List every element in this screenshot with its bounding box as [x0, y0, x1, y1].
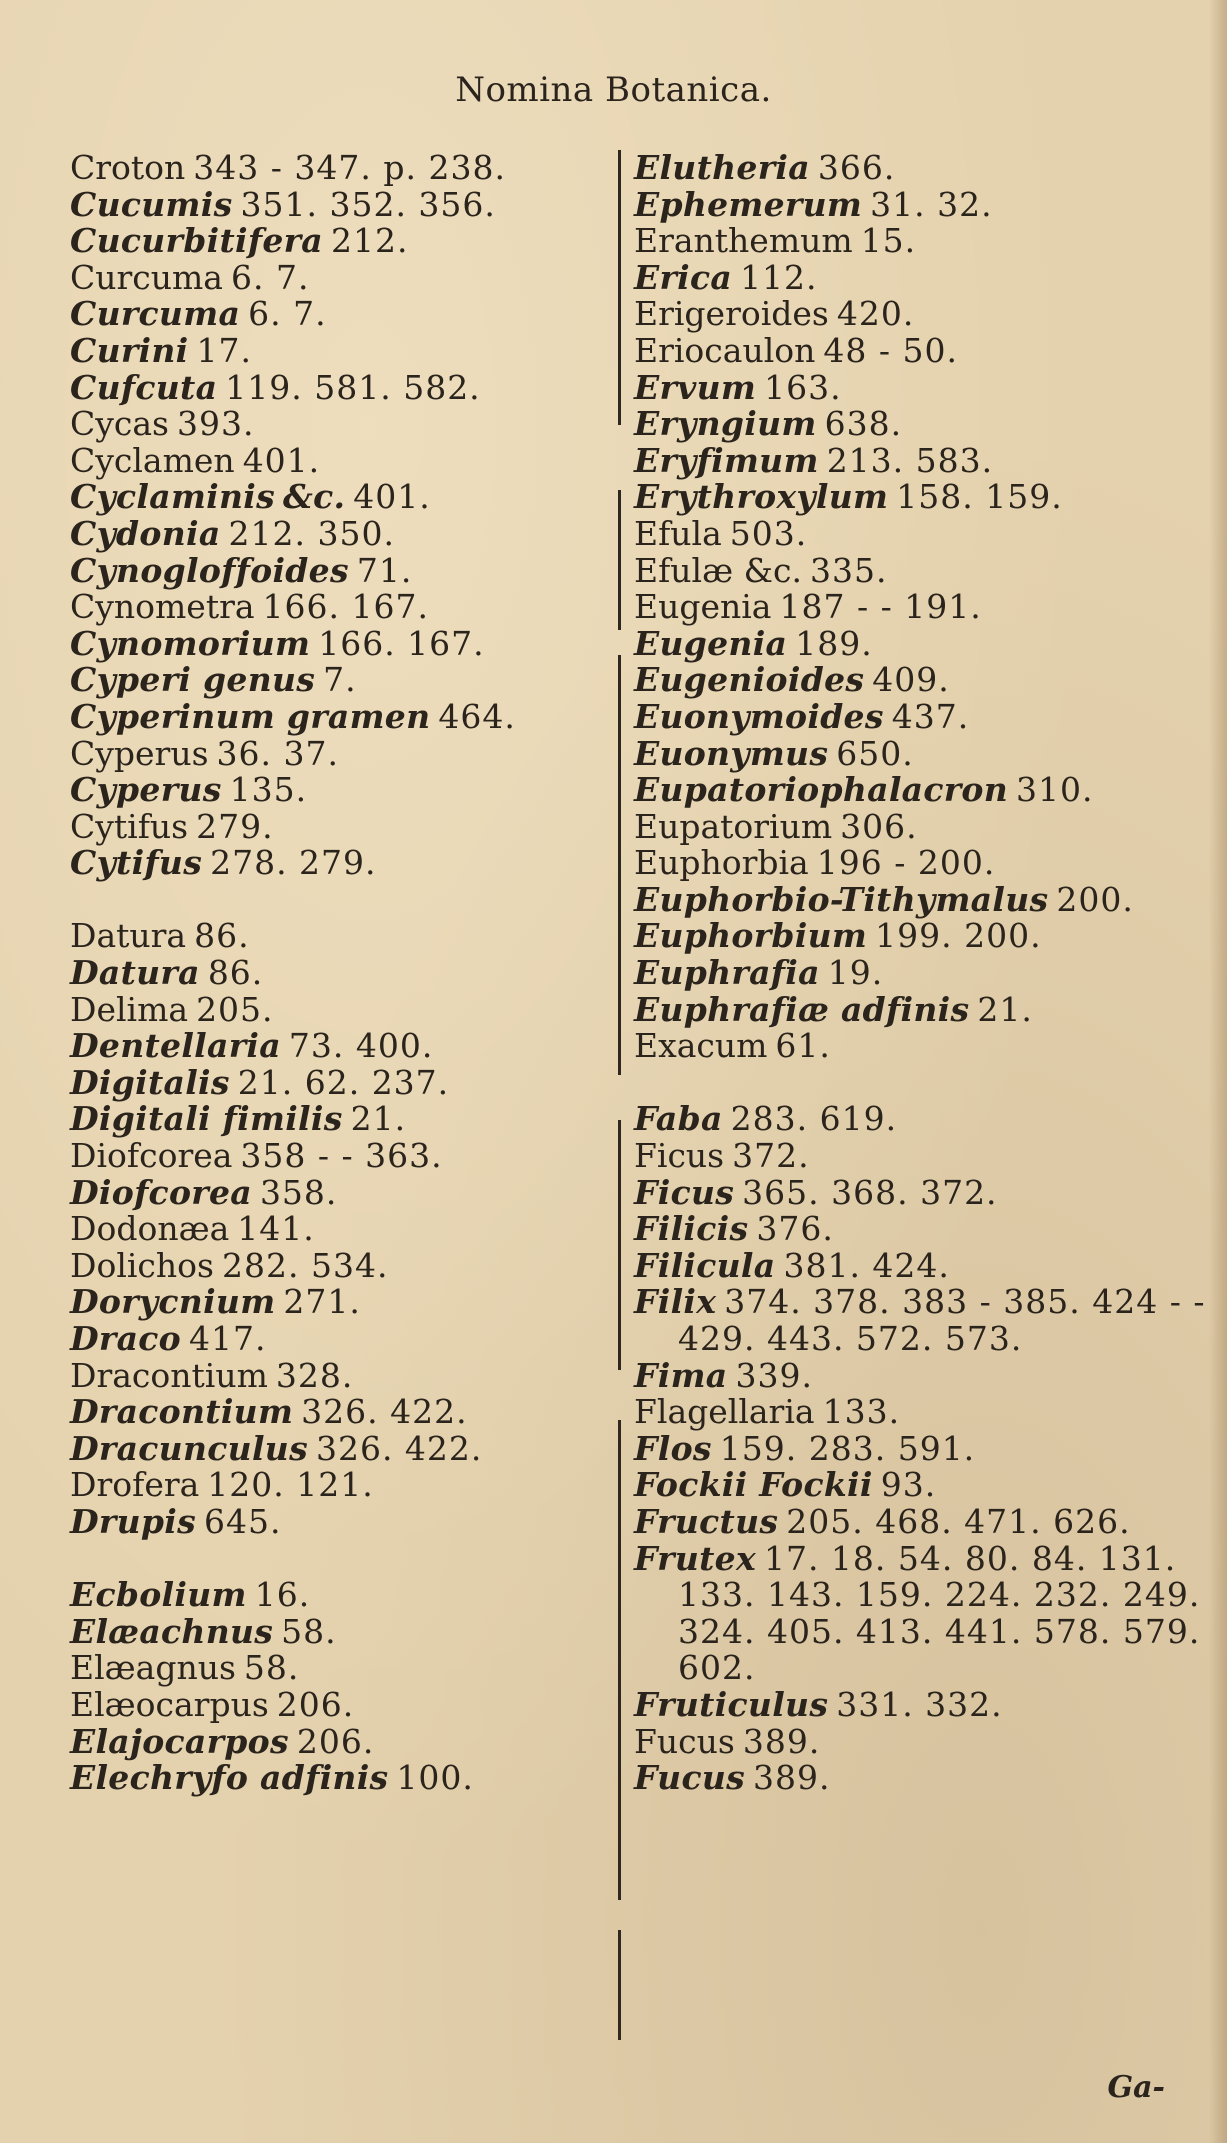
- index-entry-continuation: [634, 1611, 1201, 1651]
- entry-page-refs: 213. 583.: [826, 440, 994, 480]
- entry-page-refs: 328.: [275, 1355, 354, 1395]
- entry-name: Cyclaminis: [70, 477, 276, 517]
- index-entry: [70, 257, 590, 297]
- entry-name: Euphrafiæ adfinis: [634, 989, 970, 1029]
- entry-name: Eugenia: [634, 623, 788, 663]
- entry-name: Elæachnus: [70, 1611, 274, 1651]
- entry-page-refs: 358.: [259, 1172, 338, 1212]
- entry-page-refs: 409.: [872, 660, 950, 700]
- entry-name: Elajocarpos: [70, 1721, 289, 1761]
- index-entry: [634, 989, 1194, 1029]
- entry-name: Cycas: [70, 404, 169, 444]
- entry-name: Croton: [70, 148, 186, 187]
- entry-name: Euphorbio-Tithymalus: [634, 879, 1049, 919]
- index-entry: [70, 1760, 590, 1797]
- margin-rule: [618, 1930, 621, 2040]
- index-entry: [634, 513, 1194, 553]
- index-entry: [634, 918, 1194, 955]
- index-entry: [70, 550, 590, 590]
- entry-page-refs: 420.: [836, 294, 915, 334]
- index-entry: [634, 1355, 1194, 1395]
- entry-page-refs: 16.: [254, 1575, 311, 1615]
- index-entry: [70, 440, 590, 480]
- index-entry: [70, 1721, 590, 1761]
- index-entry: [634, 1394, 1194, 1431]
- entry-name: Eryngium: [634, 404, 817, 444]
- index-entry-continuation: [634, 1575, 1201, 1615]
- entry-name: Cucurbitifera: [70, 221, 323, 261]
- index-column-left: [70, 150, 590, 1797]
- entry-page-refs: 187 - - 191.: [779, 587, 982, 627]
- entry-name: Draco: [70, 1319, 181, 1358]
- entry-name: Datura: [70, 953, 200, 993]
- entry-page-refs: 437.: [891, 696, 970, 736]
- catchword: Ga-: [1107, 2070, 1165, 2105]
- entry-name: Cyclamen: [70, 440, 235, 480]
- index-entry: [70, 1321, 590, 1358]
- index-entry-continuation: [634, 1321, 1194, 1358]
- entry-page-refs: 278. 279.: [210, 843, 377, 883]
- entry-page-refs: 21. 62. 237.: [237, 1062, 450, 1102]
- entry-page-refs: 21.: [977, 989, 1033, 1029]
- entry-name: Eugenia: [634, 587, 772, 627]
- entry-page-refs: 205. 468. 471. 626.: [786, 1501, 1131, 1541]
- index-entry: [70, 513, 590, 553]
- entry-name: Efulæ &c.: [634, 550, 802, 590]
- index-entry: [634, 1721, 1194, 1761]
- index-entry: [70, 1172, 590, 1212]
- index-entry: [634, 1538, 1194, 1578]
- entry-name: Datura: [70, 916, 187, 956]
- index-entry: [634, 1467, 1194, 1504]
- entry-page-refs: 366.: [817, 148, 896, 187]
- margin-rule: [618, 655, 621, 1075]
- entry-name: Dracontium: [70, 1392, 294, 1432]
- entry-page-refs: 36. 37.: [216, 733, 339, 773]
- entry-page-refs: 339.: [735, 1355, 813, 1395]
- entry-name: Curcuma: [70, 294, 241, 334]
- margin-rule: [618, 1420, 621, 1900]
- index-entry: [634, 479, 1194, 516]
- entry-name: Diofcorea: [70, 1172, 252, 1212]
- entry-page-refs: 282. 534.: [221, 1245, 389, 1285]
- entry-name: Erica: [634, 257, 733, 297]
- index-entry: [634, 223, 1194, 260]
- index-entry-continuation: [634, 1650, 1194, 1687]
- entry-page-refs: 212. 350.: [228, 513, 395, 553]
- entry-page-refs: 31. 32.: [870, 184, 993, 224]
- entry-page-refs: 141.: [237, 1209, 315, 1249]
- index-entry: [634, 1245, 1194, 1285]
- entry-page-refs: 119. 581. 582.: [225, 367, 481, 407]
- entry-name: Eugenioides: [634, 660, 865, 700]
- index-entry: [70, 1062, 590, 1102]
- entry-name: Cytifus: [70, 843, 203, 883]
- entry-page-refs: 343 - 347. p. 238.: [193, 148, 506, 187]
- index-entry: [70, 806, 590, 846]
- entry-name: Frutex: [634, 1538, 756, 1578]
- index-entry: [70, 1684, 590, 1724]
- index-entry: [634, 1760, 1194, 1797]
- entry-page-refs: 306.: [840, 806, 918, 846]
- entry-page-refs: 7.: [323, 660, 357, 700]
- entry-name: Filicula: [634, 1245, 776, 1285]
- entry-name: Fructus: [634, 1501, 779, 1541]
- index-entry: [70, 918, 590, 955]
- entry-page-refs: 199. 200.: [875, 916, 1042, 956]
- entry-page-refs: 135.: [229, 770, 308, 810]
- index-entry: [634, 1028, 1194, 1065]
- index-entry: [634, 1684, 1194, 1724]
- margin-rule: [618, 1120, 621, 1370]
- entry-name: Euphrafia: [634, 953, 820, 993]
- index-entry: [70, 330, 590, 370]
- index-entry: [634, 184, 1194, 224]
- entry-page-refs: 133. 143. 159. 224. 232. 249.: [678, 1575, 1201, 1615]
- entry-name: Elechryfo adfinis: [70, 1758, 389, 1798]
- entry-page-refs: 389.: [753, 1758, 831, 1798]
- entry-page-refs: 393.: [176, 404, 255, 444]
- index-entry: [70, 1611, 590, 1651]
- entry-page-refs: 159. 283. 591.: [719, 1428, 976, 1468]
- entry-name: Curini: [70, 330, 189, 370]
- index-column-right: [634, 148, 1206, 1798]
- entry-page-refs: 283. 619.: [730, 1099, 898, 1139]
- entry-name: Cucumis: [70, 184, 233, 224]
- entry-page-refs: 158. 159.: [896, 477, 1063, 517]
- entry-name: Cydonia: [70, 513, 221, 553]
- entry-name: Fima: [634, 1355, 728, 1395]
- index-entry: [70, 1650, 590, 1687]
- entry-page-refs: 358 - - 363.: [240, 1136, 443, 1176]
- entry-name: Dolichos: [70, 1245, 214, 1285]
- index-entry: [634, 1172, 1194, 1212]
- entry-page-refs: 365. 368. 372.: [742, 1172, 998, 1212]
- index-entry: [634, 257, 1194, 297]
- entry-name: Dracontium: [70, 1355, 268, 1395]
- entry-page-refs: 100.: [396, 1758, 474, 1798]
- entry-page-refs: 196 - 200.: [816, 843, 996, 883]
- entry-name: Dorycnium: [70, 1282, 276, 1322]
- index-entry: [70, 955, 590, 992]
- index-entry: [70, 1245, 590, 1285]
- entry-name: Flagellaria: [634, 1392, 815, 1432]
- entry-name: Filicis: [634, 1209, 749, 1249]
- entry-page-refs: 17.: [196, 330, 252, 370]
- index-entry: [634, 806, 1194, 846]
- entry-name: Dentellaria: [70, 1026, 281, 1066]
- entry-name: Flos: [634, 1428, 712, 1468]
- entry-name: Dracunculus: [70, 1428, 308, 1468]
- entry-page-refs: 163.: [764, 367, 842, 407]
- index-entry: [70, 696, 590, 736]
- letter-section-gap: [634, 1065, 1194, 1102]
- index-entry: [70, 989, 590, 1029]
- entry-name: Cytifus: [70, 806, 189, 846]
- entry-name: Eriocaulon: [634, 330, 816, 370]
- index-entry: [634, 733, 1194, 773]
- entry-name: Erigeroides: [634, 294, 829, 334]
- entry-name: Ephemerum: [634, 184, 863, 224]
- entry-page-refs: 271.: [283, 1282, 361, 1322]
- index-entry: [70, 184, 590, 224]
- entry-page-refs: 58.: [243, 1648, 300, 1688]
- entry-name: Fockii Fockii: [634, 1465, 873, 1505]
- entry-name: Cufcuta: [70, 367, 218, 407]
- entry-name: Cynogloffoides: [70, 550, 349, 590]
- index-entry: [70, 1467, 590, 1504]
- entry-name: Dodonæa: [70, 1209, 230, 1249]
- entry-page-refs: 120. 121.: [207, 1465, 374, 1505]
- entry-name: Euphorbium: [634, 916, 868, 956]
- entry-name: Filix: [634, 1282, 717, 1322]
- index-entry: [634, 845, 1194, 882]
- index-entry: [634, 662, 1194, 699]
- index-entry: [634, 1101, 1194, 1138]
- entry-page-refs: 6. 7.: [248, 294, 327, 334]
- letter-section-gap: [70, 882, 590, 919]
- index-entry: [634, 1282, 1206, 1322]
- entry-name: Drofera: [70, 1465, 200, 1505]
- index-entry: [634, 150, 1194, 187]
- entry-page-refs: 381. 424.: [783, 1245, 950, 1285]
- entry-page-refs: 324. 405. 413. 441. 578. 579.: [678, 1611, 1201, 1651]
- entry-name: Cynometra: [70, 587, 255, 627]
- entry-name: Elæagnus: [70, 1648, 236, 1688]
- entry-name: Ervum: [634, 367, 757, 407]
- index-entry: [634, 1211, 1194, 1248]
- letter-section-gap: [70, 1541, 590, 1578]
- entry-page-refs: 112.: [740, 257, 818, 297]
- entry-name: Delima: [70, 989, 189, 1029]
- entry-page-refs: 73. 400.: [288, 1026, 434, 1066]
- entry-page-refs: 212.: [330, 221, 409, 261]
- entry-name: Digitalis: [70, 1062, 230, 1102]
- entry-page-refs: 464.: [438, 696, 516, 736]
- index-entry: [70, 1101, 590, 1138]
- entry-page-refs: 335.: [809, 550, 888, 590]
- entry-page-refs: 17. 18. 54. 80. 84. 131.: [763, 1538, 1177, 1578]
- index-entry: [634, 589, 1194, 626]
- entry-page-refs: 503.: [729, 513, 808, 553]
- entry-page-refs: 326. 422.: [315, 1428, 483, 1468]
- entry-page-refs: 331. 332.: [836, 1684, 1003, 1724]
- index-entry: [70, 589, 590, 626]
- page-edge-shadow: [1209, 0, 1227, 2143]
- index-entry: [70, 772, 590, 809]
- entry-page-refs: 374. 378. 383 - 385. 424 - -: [724, 1282, 1206, 1322]
- entry-name: Cyperi genus: [70, 660, 316, 700]
- entry-page-refs: 401.: [242, 440, 321, 480]
- entry-extra: &c.: [283, 477, 346, 517]
- margin-rule: [618, 490, 621, 630]
- index-entry: [70, 367, 590, 407]
- entry-page-refs: 200.: [1056, 879, 1134, 919]
- entry-name: Faba: [634, 1099, 723, 1139]
- margin-rule: [618, 150, 621, 425]
- entry-page-refs: 206.: [296, 1721, 375, 1761]
- entry-page-refs: 326. 422.: [301, 1392, 468, 1432]
- entry-name: Elæocarpus: [70, 1684, 269, 1724]
- entry-name: Euonymoides: [634, 696, 884, 736]
- index-entry: [70, 1394, 590, 1431]
- entry-page-refs: 189.: [795, 623, 873, 663]
- index-entry: [634, 772, 1194, 809]
- entry-page-refs: 389.: [742, 1721, 821, 1761]
- entry-name: Fucus: [634, 1721, 735, 1761]
- entry-name: Elutheria: [634, 148, 810, 187]
- index-entry: [634, 879, 1194, 919]
- entry-name: Cyperinum gramen: [70, 696, 431, 736]
- entry-name: Cyperus: [70, 770, 222, 810]
- index-entry: [70, 1211, 590, 1248]
- index-entry: [70, 223, 590, 260]
- index-entry: [634, 296, 1194, 333]
- entry-page-refs: 71.: [356, 550, 413, 590]
- index-entry: [70, 150, 590, 187]
- entry-name: Erythroxylum: [634, 477, 889, 517]
- entry-name: Euonymus: [634, 733, 829, 773]
- entry-name: Drupis: [70, 1501, 196, 1541]
- index-entry: [634, 406, 1194, 443]
- entry-name: Exacum: [634, 1026, 768, 1066]
- entry-page-refs: 205.: [196, 989, 274, 1029]
- entry-name: Diofcorea: [70, 1136, 233, 1176]
- index-entry: [634, 367, 1194, 407]
- entry-name: Euphorbia: [634, 843, 809, 883]
- page-title: Nomina Botanica.: [455, 70, 772, 110]
- index-entry: [70, 296, 590, 333]
- index-entry: [70, 733, 590, 773]
- entry-page-refs: 15.: [860, 221, 917, 261]
- index-entry: [634, 1138, 1194, 1175]
- entry-name: Eryfimum: [634, 440, 819, 480]
- index-entry: [634, 1501, 1194, 1541]
- index-entry: [70, 845, 590, 882]
- index-entry: [70, 623, 590, 663]
- entry-name: Efula: [634, 513, 722, 553]
- entry-name: Eranthemum: [634, 221, 853, 261]
- entry-page-refs: 602.: [678, 1648, 756, 1688]
- entry-name: Ecbolium: [70, 1575, 247, 1615]
- entry-name: Curcuma: [70, 257, 223, 297]
- entry-name: Fruticulus: [634, 1684, 829, 1724]
- index-entry: [70, 1284, 590, 1321]
- entry-page-refs: 429. 443. 572. 573.: [678, 1319, 1023, 1358]
- index-entry: [70, 1028, 590, 1065]
- entry-page-refs: 417.: [189, 1319, 267, 1358]
- entry-page-refs: 376.: [756, 1209, 834, 1249]
- index-entry: [70, 1355, 590, 1395]
- entry-page-refs: 19.: [827, 953, 884, 993]
- entry-page-refs: 133.: [822, 1392, 901, 1432]
- index-entry: [70, 1577, 590, 1614]
- entry-name: Eupatorium: [634, 806, 833, 846]
- index-entry: [70, 406, 590, 443]
- index-entry: [70, 1501, 590, 1541]
- entry-name: Ficus: [634, 1172, 735, 1212]
- entry-page-refs: 310.: [1016, 770, 1094, 810]
- index-entry: [634, 955, 1194, 992]
- entry-page-refs: 166. 167.: [262, 587, 429, 627]
- entry-page-refs: 638.: [824, 404, 903, 444]
- index-entry: [634, 550, 1194, 590]
- entry-page-refs: 93.: [880, 1465, 937, 1505]
- entry-page-refs: 166. 167.: [318, 623, 485, 663]
- index-entry: [634, 1428, 1194, 1468]
- entry-name: Cyperus: [70, 733, 209, 773]
- index-entry: [634, 623, 1194, 663]
- entry-page-refs: 21.: [350, 1099, 407, 1139]
- entry-name: Fucus: [634, 1758, 746, 1798]
- entry-name: Cynomorium: [70, 623, 311, 663]
- entry-page-refs: 6. 7.: [230, 257, 310, 297]
- entry-name: Digitali fimilis: [70, 1099, 343, 1139]
- index-entry: [634, 330, 1194, 370]
- entry-page-refs: 58.: [281, 1611, 337, 1651]
- entry-page-refs: 372.: [732, 1136, 810, 1176]
- entry-page-refs: 86.: [194, 916, 250, 956]
- entry-page-refs: 206.: [276, 1684, 355, 1724]
- entry-page-refs: 61.: [775, 1026, 831, 1066]
- entry-page-refs: 279.: [196, 806, 274, 846]
- entry-name: Eupatoriophalacron: [634, 770, 1009, 810]
- index-entry: [70, 662, 590, 699]
- index-entry: [634, 440, 1194, 480]
- entry-page-refs: 351. 352. 356.: [240, 184, 496, 224]
- index-entry: [70, 1138, 590, 1175]
- entry-page-refs: 48 - 50.: [823, 330, 958, 370]
- entry-name: Ficus: [634, 1136, 725, 1176]
- entry-page-refs: 645.: [204, 1501, 282, 1541]
- entry-page-refs: 650.: [836, 733, 914, 773]
- index-entry: [70, 479, 590, 516]
- entry-page-refs: 401.: [353, 477, 431, 517]
- entry-page-refs: 86.: [207, 953, 264, 993]
- index-entry: [70, 1428, 590, 1468]
- index-entry: [634, 696, 1194, 736]
